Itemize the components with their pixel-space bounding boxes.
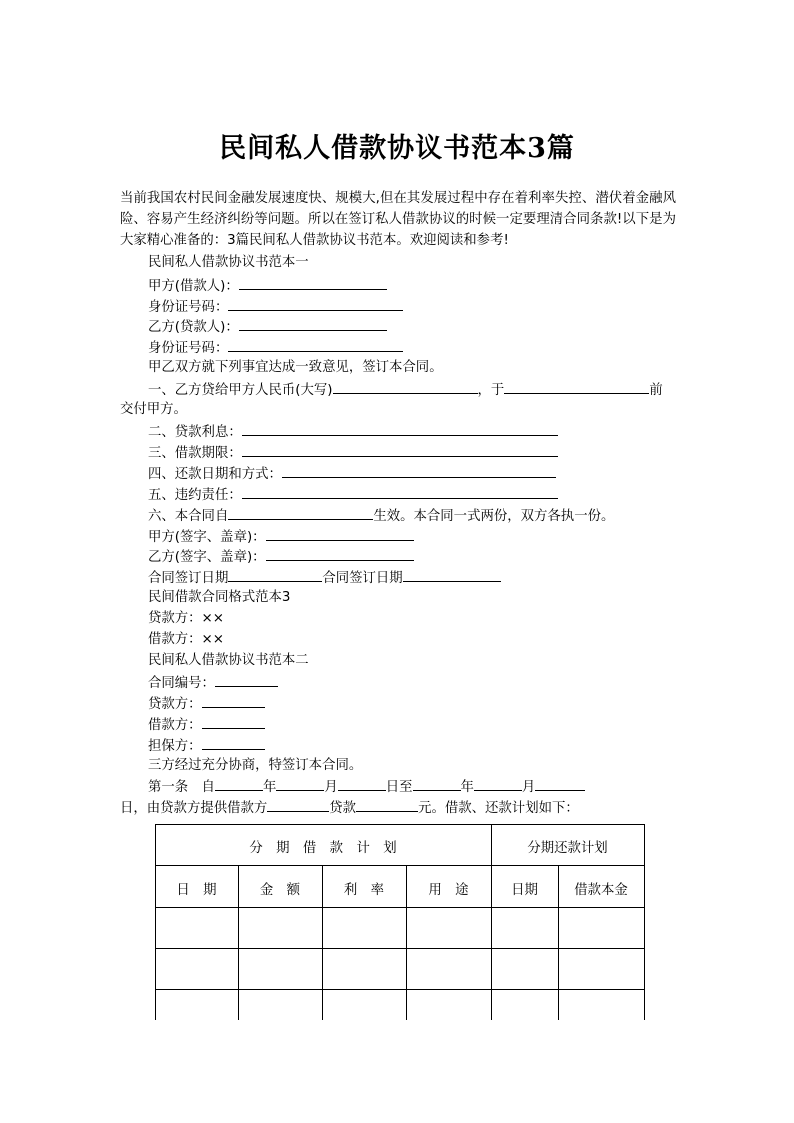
sample1-heading: 民间私人借款协议书范本一 bbox=[148, 255, 309, 270]
article1-blank-3[interactable] bbox=[338, 776, 386, 791]
column-header: 日期 bbox=[511, 883, 538, 898]
table-rule bbox=[155, 948, 645, 949]
item3-label: 三、借款期限： bbox=[148, 446, 242, 461]
guarantor-blank[interactable] bbox=[202, 735, 265, 750]
party-a-blank[interactable] bbox=[239, 275, 387, 290]
id-b-blank[interactable] bbox=[228, 337, 403, 352]
item1-line bbox=[148, 379, 663, 401]
item5-label: 五、违约责任： bbox=[148, 488, 242, 503]
article1-amount-blank-2[interactable] bbox=[356, 797, 418, 812]
item2-blank[interactable] bbox=[242, 421, 558, 436]
party-a-line bbox=[148, 275, 387, 297]
item1-end: 前 bbox=[649, 383, 663, 398]
id-a-blank[interactable] bbox=[228, 296, 403, 311]
table-rule bbox=[155, 989, 645, 990]
item2-label: 二、贷款利息： bbox=[148, 425, 242, 440]
id-a-line bbox=[148, 296, 403, 318]
article1-cont bbox=[120, 797, 579, 819]
date-a-blank[interactable] bbox=[228, 567, 322, 582]
borrower-label: 借款方： bbox=[148, 718, 202, 733]
sign-a-line bbox=[148, 526, 414, 548]
article1-line bbox=[148, 776, 585, 798]
item1-mid: ，于 bbox=[477, 383, 505, 398]
intro-paragraph: 当前我国农村民间金融发展速度快、规模大,但在其发展过程中存在着利率失控、潜伏着金融风险、容易产生经济纠纷等问题。所以在签订私人借款协议的时候一定要理清合同条款!以下是为大家精心准备的：3篇民间私人借款协议书范本。欢迎阅读和参考! bbox=[120, 191, 676, 248]
item5-line bbox=[148, 484, 558, 506]
article1-blank-2[interactable] bbox=[276, 776, 324, 791]
sample3-lender: 贷款方：×× bbox=[148, 611, 225, 626]
article1-amount-blank-1[interactable] bbox=[267, 797, 329, 812]
article1-blank-1[interactable] bbox=[215, 776, 263, 791]
article1-cont-label: 日，由贷款方提供借款方 bbox=[120, 801, 268, 816]
lender-line bbox=[148, 693, 265, 715]
date-line bbox=[148, 567, 501, 589]
article1-year: 年 bbox=[262, 780, 277, 795]
column-header: 金 额 bbox=[259, 883, 301, 898]
id-b-label: 身份证号码： bbox=[148, 341, 229, 356]
article1-month: 月 bbox=[324, 780, 338, 795]
article1-end: 元。借款、还款计划如下： bbox=[418, 801, 579, 816]
sign-a-label: 甲方(签字、盖章)： bbox=[148, 530, 266, 545]
item1-cont: 交付甲方。 bbox=[120, 402, 187, 417]
item4-label: 四、还款日期和方式： bbox=[148, 467, 282, 482]
guarantor-line bbox=[148, 735, 265, 757]
lender-label: 贷款方： bbox=[148, 697, 202, 712]
sign-b-blank[interactable] bbox=[266, 546, 414, 561]
loan-plan-table bbox=[155, 824, 645, 1020]
article1-day-to: 日至 bbox=[385, 780, 413, 795]
guarantor-label: 担保方： bbox=[148, 739, 202, 754]
date-b-blank[interactable] bbox=[403, 567, 501, 582]
item6-line bbox=[148, 505, 614, 527]
borrower-line bbox=[148, 714, 265, 736]
item5-blank[interactable] bbox=[242, 484, 558, 499]
agree-line: 甲乙双方就下列事宜达成一致意见，签订本合同。 bbox=[148, 360, 443, 375]
document-title: 民间私人借款协议书范本3篇 bbox=[219, 133, 575, 164]
item1-label: 一、乙方贷给甲方人民币(大写) bbox=[148, 383, 333, 398]
consult-line: 三方经过充分协商，特签订本合同。 bbox=[148, 758, 363, 773]
item1-date-blank[interactable] bbox=[504, 379, 649, 394]
sample2-heading: 民间私人借款协议书范本二 bbox=[148, 653, 309, 668]
item3-blank[interactable] bbox=[242, 442, 558, 457]
sign-a-blank[interactable] bbox=[266, 526, 414, 541]
column-header: 借款本金 bbox=[574, 883, 628, 898]
sign-b-label: 乙方(签字、盖章)： bbox=[148, 550, 266, 565]
article1-month2: 月 bbox=[521, 780, 536, 795]
item6-blank[interactable] bbox=[228, 505, 373, 520]
item2-line bbox=[148, 421, 558, 443]
column-header: 用 途 bbox=[428, 883, 469, 898]
sample3-heading: 民间借款合同格式范本3 bbox=[148, 590, 291, 605]
item6-text: 生效。本合同一式两份，双方各执一份。 bbox=[373, 509, 615, 524]
item3-line bbox=[148, 442, 558, 464]
id-a-label: 身份证号码： bbox=[148, 300, 229, 315]
contract-no-line bbox=[148, 672, 278, 694]
lender-blank[interactable] bbox=[202, 693, 265, 708]
party-a-label: 甲方(借款人)： bbox=[148, 279, 239, 294]
item1-amount-blank[interactable] bbox=[333, 379, 478, 394]
party-b-line bbox=[148, 316, 387, 338]
article1-loan: 贷款 bbox=[329, 801, 357, 816]
id-b-line bbox=[148, 337, 403, 359]
repay-header: 分期还款计划 bbox=[527, 841, 608, 856]
article1-blank-6[interactable] bbox=[535, 776, 585, 791]
item6-label: 六、本合同自 bbox=[148, 509, 229, 524]
contract-no-label: 合同编号： bbox=[148, 676, 215, 691]
plan-header: 分 期 借 款 计 划 bbox=[249, 841, 397, 856]
column-header: 日 期 bbox=[176, 883, 217, 898]
article1-label: 第一条 自 bbox=[148, 780, 215, 795]
table-border-right bbox=[644, 824, 645, 1020]
borrower-blank[interactable] bbox=[202, 714, 265, 729]
item4-line bbox=[148, 463, 556, 485]
date-b-label: 合同签订日期 bbox=[322, 571, 403, 586]
sign-b-line bbox=[148, 546, 414, 568]
table-rule bbox=[155, 865, 645, 866]
contract-no-blank[interactable] bbox=[215, 672, 278, 687]
table-rule bbox=[155, 907, 645, 908]
party-b-label: 乙方(贷款人)： bbox=[148, 320, 239, 335]
article1-blank-4[interactable] bbox=[413, 776, 461, 791]
date-a-label: 合同签订日期 bbox=[148, 571, 229, 586]
table-rule bbox=[155, 824, 645, 825]
sample3-borrower: 借款方：×× bbox=[148, 632, 225, 647]
column-header: 利 率 bbox=[343, 883, 385, 898]
party-b-blank[interactable] bbox=[239, 316, 387, 331]
article1-year2: 年 bbox=[460, 780, 474, 795]
article1-blank-5[interactable] bbox=[474, 776, 522, 791]
item4-blank[interactable] bbox=[282, 463, 556, 478]
